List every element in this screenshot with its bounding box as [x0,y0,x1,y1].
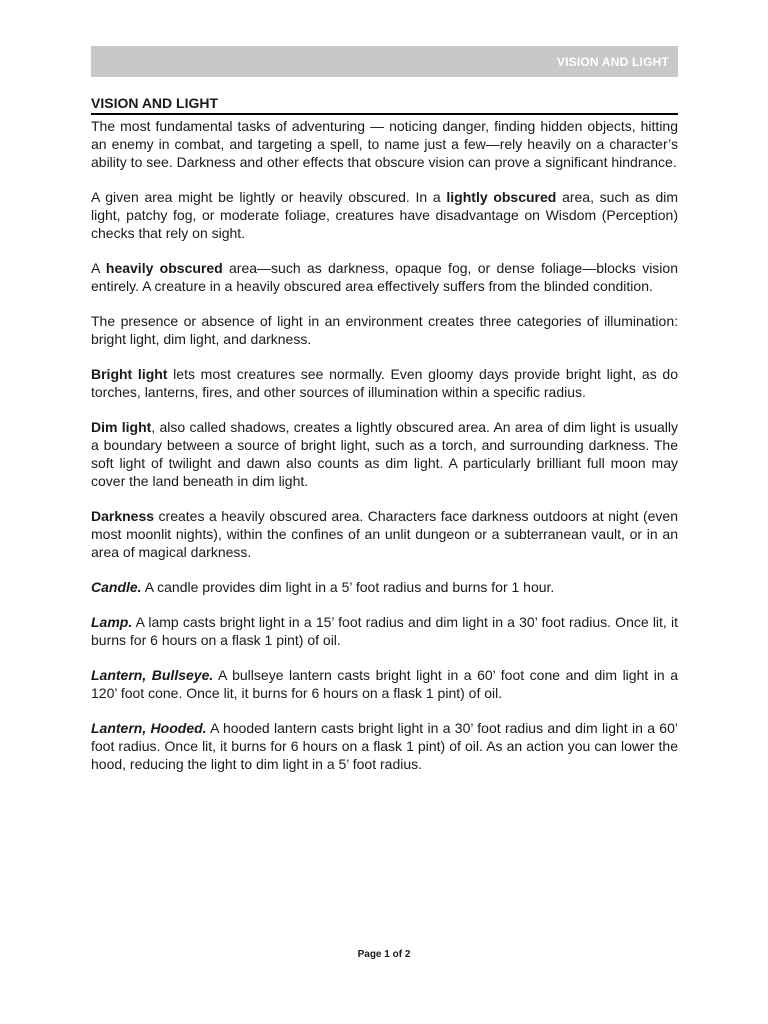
paragraph-intro: The most fundamental tasks of adventuring — noticing danger, finding hidden objects, hitting an enemy in combat, and targeting a spell, to name just a few—rely heavily on a character’s ability to see. Darkness and other effects that obscure vision can prove a significant hindrance. [91,118,678,170]
paragraph-candle: Candle. A candle provides dim light in a 5’ foot radius and burns for 1 hour. [91,579,555,595]
paragraph-bright-light: Bright light lets most creatures see normally. Even gloomy days provide bright light, as do torches, lanterns, fires, and other sources of illumination within a specific radius. [91,366,678,400]
header-label: VISION AND LIGHT [556,55,669,69]
paragraph-lantern-bullseye: Lantern, Bullseye. A bullseye lantern casts bright light in a 60’ foot cone and dim light in a 120’ foot cone. Once lit, it burns for 6 hours on a flask 1 pint) of oil. [91,667,679,701]
paragraph-darkness: Darkness creates a heavily obscured area. Characters face darkness outdoors at night (even most moonlit nights), within the confines of an unlit dungeon or a subterranean vault, or in an area of magical darkness. [91,508,678,560]
paragraph-obscured: A given area might be lightly or heavily obscured. In a lightly obscured area, such as dim light, patchy fog, or moderate foliage, creatures have disadvantage on Wisdom (Perception) checks that rely on sight. [91,189,679,241]
term-candle: Candle. [91,579,142,595]
section-title: VISION AND LIGHT [91,95,678,115]
term-darkness: Darkness [91,508,155,524]
term-heavily-obscured: heavily obscured [105,260,223,276]
term-lightly-obscured: lightly obscured [446,189,557,205]
term-lamp: Lamp. [91,614,133,630]
term-dim-light: Dim light [91,419,152,435]
header-bar [91,46,678,77]
paragraph-lamp: Lamp. A lamp casts bright light in a 15’ foot radius and dim light in a 30’ foot radius. Once lit, it burns for 6 hours on a flask 1 pint) of oil. [91,614,678,648]
body-text [91,117,678,790]
page-number: Page 1 of 2 [357,949,411,960]
paragraph-illumination: The presence or absence of light in an environment creates three categories of illumination: bright light, dim light, and darkness. [91,313,678,347]
term-lantern-hooded: Lantern, Hooded. [91,720,207,736]
paragraph-heavily-obscured: A heavily obscured area—such as darkness, opaque fog, or dense foliage—blocks vision entirely. A creature in a heavily obscured area effectively suffers from the blinded condition. [91,260,678,294]
term-lantern-bullseye: Lantern, Bullseye. [91,667,214,683]
paragraph-lantern-hooded: Lantern, Hooded. A hooded lantern casts bright light in a 30’ foot radius and dim light in a 60’ foot radius. Once lit, it burns for 6 hours on a flask 1 pint) of oil. As an action you can lower the hood, reducing the light to dim light in a 5’ foot radius. [91,720,678,772]
term-bright-light: Bright light [91,366,168,382]
paragraph-dim-light: Dim light, also called shadows, creates a lightly obscured area. An area of dim light is usually a boundary between a source of bright light, such as a torch, and surrounding darkness. The soft light of twilight and dawn also counts as dim light. A particularly brilliant full moon may cover the land beneath in dim light. [91,419,678,489]
